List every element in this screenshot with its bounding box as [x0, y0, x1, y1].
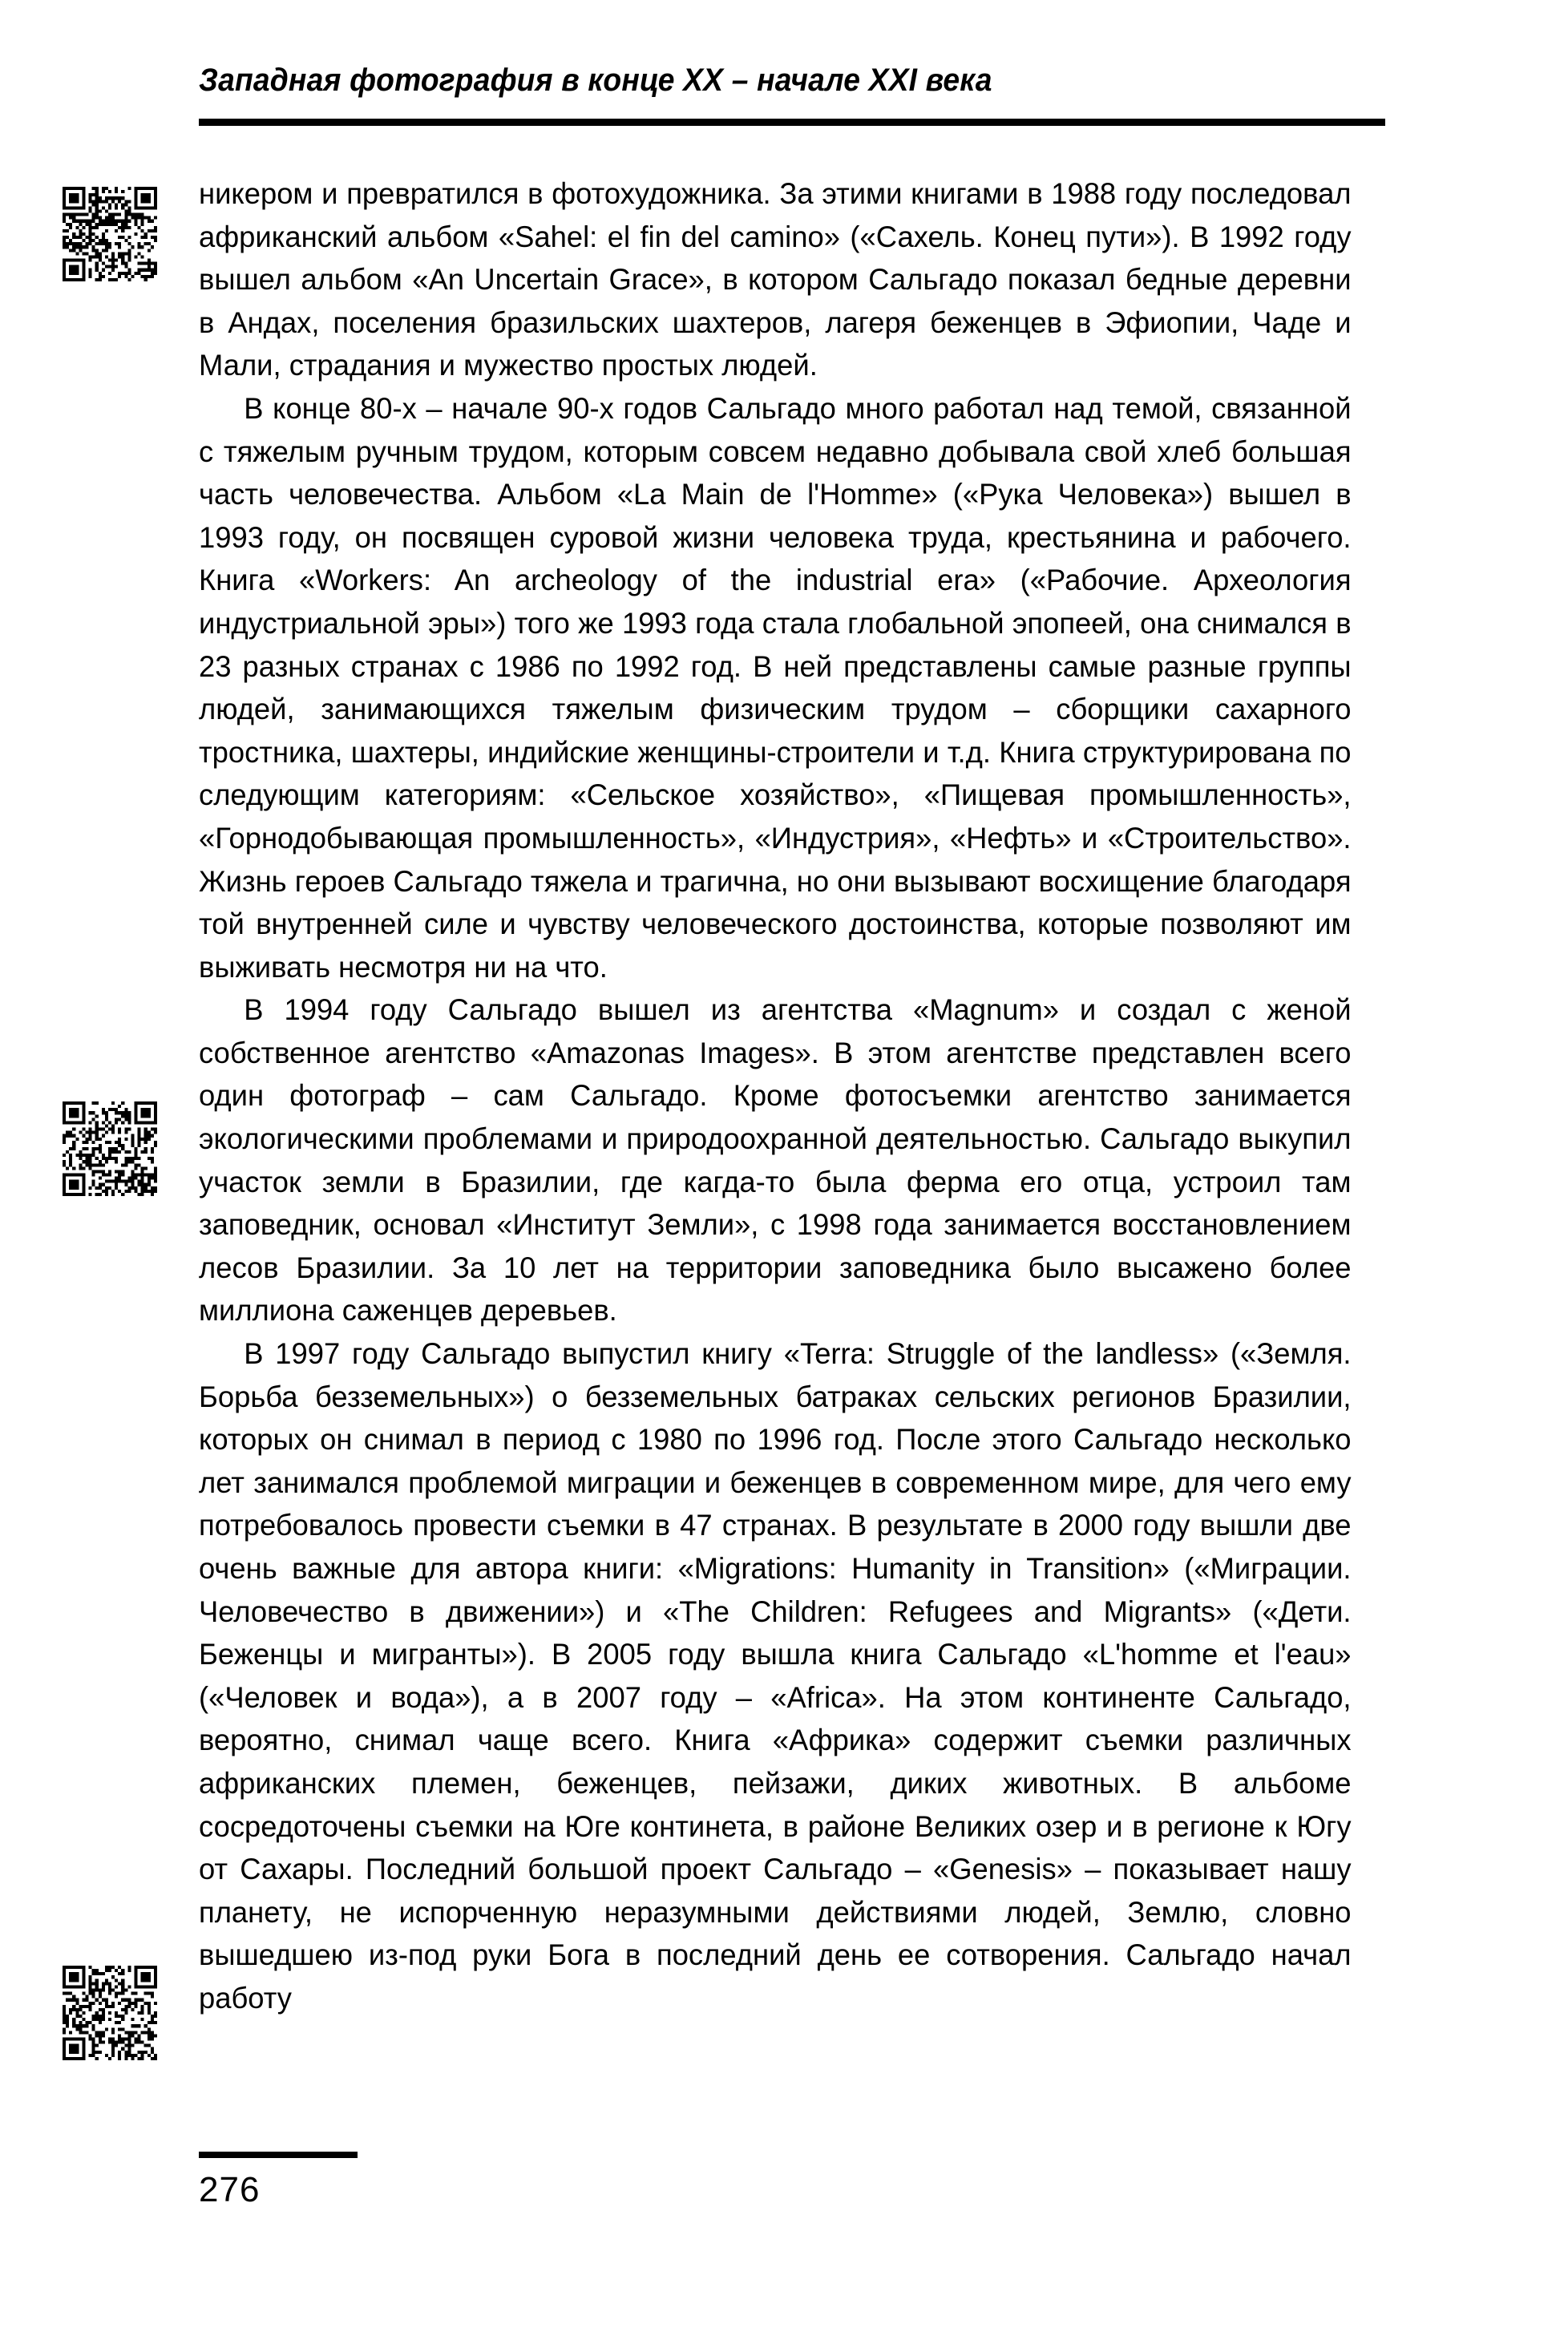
page-number: 276 [199, 2170, 261, 2209]
page-footer [199, 2152, 519, 2208]
paragraph: В конце 80-х – начале 90-х годов Сальгадо много работал над темой, связанной с тяжелым ручным трудом, которым совсем недавно добывала свой хлеб большая часть человечества. Альбом «La Main de l'Homme» («Рука Человека») вышел в 1993 году, он посвящен суровой жизни человека труда, крестьянина и рабочего. Книга «Workers: An archeology of the industrial era» («Рабочие. Археология индустриальной эры») того же 1993 года стала глобальной эпопеей, она снимался в 23 разных странах с 1986 по 1992 год. В ней представлены самые разные группы людей, занимающихся тяжелым физическим трудом – сборщики сахарного тростника, шахтеры, индийские женщины-строители и т.д. Книга структурирована по следующим категориям: «Сельское хозяйство», «Пищевая промышленность», «Горнодобывающая промышленность», «Индустрия», «Нефть» и «Строительство». Жизнь героев Сальгадо тяжела и трагична, но они вызывают восхищение благодаря той внутренней силе и чувству человеческого достоинства, которые позволяют им выживать несмотря ни на что. [199, 390, 1352, 984]
page-header [199, 63, 1387, 126]
paragraph: В 1994 году Сальгадо вышел из агентства «Magnum» и создал с женой собственное агентство «Amazonas Images». В этом агентстве представлен всего один фотограф – сам Сальгадо. Кроме фотосъемки агентство занимается экологическими проблемами и природоохранной деятельностью. Сальгадо выкупил участок земли в Бразилии, где кагда-то была ферма его отца, устроил там заповедник, основал «Институт Земли», с 1998 года занимается восстановлением лесов Бразилии. За 10 лет на территории заповедника было высажено более миллиона саженцев деревьев. [199, 992, 1352, 1328]
paragraph: никером и превратился в фотохудожника. За этими книгами в 1988 году последовал африканский альбом «Sahel: el fin del camino» («Сахель. Конец пути»). В 1992 году вышел альбом «An Uncertain Grace», в котором Сальгадо показал бедные деревни в Андах, поселения бразильских шахтеров, лагеря беженцев в Эфиопии, Чаде и Мали, страдания и мужество простых людей. [199, 176, 1352, 382]
qr-code-mark [63, 1966, 157, 2060]
qr-code-mark [63, 1101, 157, 1196]
body-text-column [199, 172, 1387, 2020]
qr-code-mark [63, 187, 157, 281]
header-divider-rule [199, 119, 1385, 126]
paragraph: В 1997 году Сальгадо выпустил книгу «Terra: Struggle of the landless» («Земля. Борьба безземельных») о безземельных батраках сельских регионов Бразилии, которых он снимал в период с 1980 по 1996 год. После этого Сальгадо несколько лет занимался проблемой миграции и беженцев в современном мире, для чего ему потребовалось провести съемки в 47 странах. В результате в 2000 году вышли две очень важные для автора книги: «Migrations: Humanity in Transition» («Миграции. Человечество в движении») и «The Children: Refugees and Migrants» («Дети. Беженцы и мигранты»). В 2005 году вышла книга Сальгадо «L'homme et l'eau» («Человек и вода»), а в 2007 году – «Africa». На этом континенте Сальгадо, вероятно, снимал чаще всего. Книга «Африка» содержит съемки различных африканских племен, беженцев, пейзажи, диких животных. В альбоме сосредоточены съемки на Юге континета, в районе Великих озер и в регионе к Югу от Сахары. Последний большой проект Сальгадо – «Genesis» – показывает нашу планету, не испорченную неразумными действиями людей, Землю, словно вышедшею из-под руки Бога в последний день ее сотворения. Сальгадо начал работу [199, 1336, 1352, 2015]
footer-divider-rule [199, 2152, 358, 2158]
running-header-title: Западная фотография в конце XX – начале XXI века [199, 63, 992, 98]
